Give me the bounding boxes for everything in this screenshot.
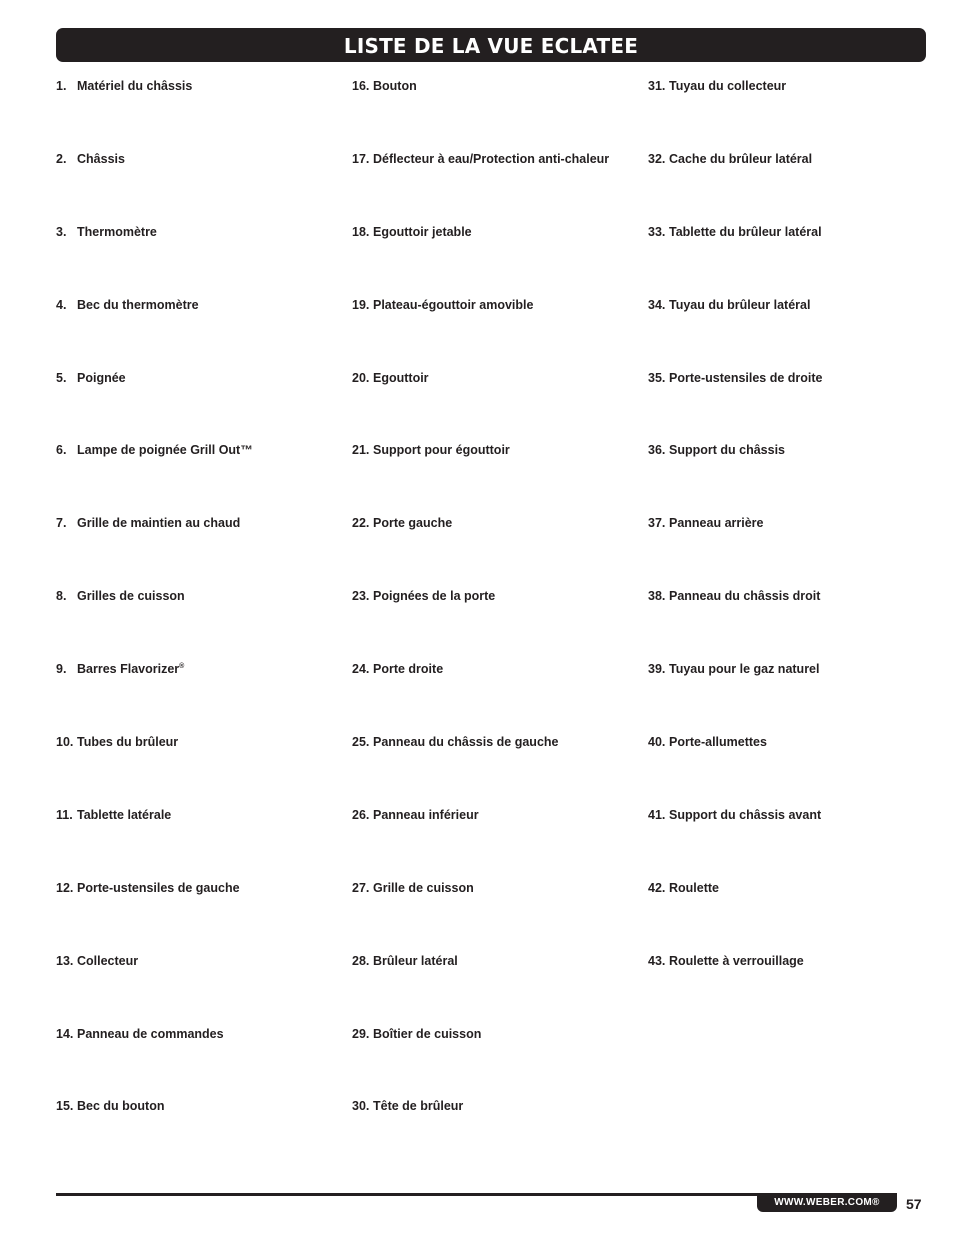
parts-list-item: [648, 807, 938, 880]
item-number: 17.: [352, 151, 370, 166]
item-number: 26.: [352, 807, 370, 822]
item-label: [77, 807, 171, 823]
parts-list-item: [56, 224, 346, 297]
item-label-text: Bouton: [373, 79, 417, 93]
item-label: [669, 880, 719, 896]
item-label: [669, 78, 786, 94]
item-label: [373, 953, 458, 969]
item-number: 1.: [56, 79, 67, 93]
item-label: [77, 1098, 165, 1114]
item-number: 11.: [56, 807, 73, 822]
item-label-text: Grille de cuisson: [373, 880, 474, 895]
item-number: 6.: [56, 443, 67, 458]
item-number: 35.: [648, 370, 666, 385]
item-label: [77, 1026, 224, 1042]
item-label: [669, 734, 767, 750]
item-label: [373, 297, 533, 313]
item-label: [669, 588, 820, 604]
item-label-text: Porte-allumettes: [669, 735, 767, 750]
item-label-text: Collecteur: [77, 953, 139, 968]
item-number: 27.: [352, 880, 370, 895]
item-number: 15.: [56, 1099, 74, 1114]
item-label-text: Grille de maintien au chaud: [77, 516, 241, 531]
parts-list-item: [352, 151, 642, 224]
item-number: 38.: [648, 589, 666, 604]
item-number: 4.: [56, 297, 67, 312]
item-label-text: Poignées de la porte: [373, 589, 496, 604]
parts-list-item: [352, 78, 642, 151]
item-label: [669, 297, 810, 313]
item-number: 31.: [648, 79, 666, 93]
item-number: 34.: [648, 297, 666, 312]
item-label-text: Tuyau du brûleur latéral: [669, 297, 811, 312]
parts-list-item: [56, 151, 346, 224]
item-label: [373, 807, 479, 823]
item-label-text: Porte-ustensiles de gauche: [77, 880, 240, 895]
parts-list-item: [56, 807, 346, 880]
parts-list-item: [352, 734, 642, 807]
item-label-text: Déflecteur à eau/Protection anti-chaleur: [373, 151, 610, 166]
parts-list-item: [648, 588, 938, 661]
parts-list-item: [352, 588, 642, 661]
item-label-text: Lampe de poignée Grill Out™: [77, 443, 253, 458]
item-label: [373, 151, 609, 167]
item-label-text: Thermomètre: [77, 224, 157, 239]
item-number: 36.: [648, 443, 666, 458]
parts-list-item: [56, 880, 346, 953]
item-number: 42.: [648, 880, 666, 895]
parts-list-item: [352, 953, 642, 1026]
item-label: [669, 370, 823, 386]
item-number: 13.: [56, 953, 74, 968]
parts-list-item: [56, 661, 346, 734]
item-label-text: Tuyau pour le gaz naturel: [669, 662, 820, 677]
footer-url: WWW.WEBER.COM®: [774, 1197, 880, 1208]
item-label: [77, 515, 240, 531]
item-number: 10.: [56, 735, 74, 750]
parts-list-column-3: [648, 78, 938, 1026]
section-title: LISTE DE LA VUE ECLATEE: [343, 34, 639, 58]
item-number: 16.: [352, 79, 370, 93]
item-label-text: Panneau inférieur: [373, 807, 479, 822]
item-number: 22.: [352, 516, 370, 531]
item-label-text: Roulette: [669, 880, 719, 895]
item-label: [669, 224, 822, 240]
item-number: 37.: [648, 516, 666, 531]
item-number: 23.: [352, 589, 370, 604]
item-label: [77, 880, 240, 896]
parts-list-item: [648, 515, 938, 588]
item-label-text: Porte-ustensiles de droite: [669, 370, 823, 385]
item-label-text: Egouttoir jetable: [373, 224, 472, 239]
item-label: [373, 880, 474, 896]
item-number: 9.: [56, 662, 67, 677]
item-number: 7.: [56, 516, 67, 531]
item-number: 3.: [56, 224, 67, 239]
parts-list-item: [56, 734, 346, 807]
parts-list-item: [648, 880, 938, 953]
parts-list-item: [648, 78, 938, 151]
parts-list-item: [56, 1098, 346, 1171]
parts-list-item: [648, 953, 938, 1026]
page-number: 57: [906, 1196, 922, 1212]
item-number: 40.: [648, 735, 666, 750]
parts-list-item: [56, 953, 346, 1026]
parts-list-item: [352, 880, 642, 953]
parts-list-item: [352, 661, 642, 734]
item-label: [77, 442, 253, 458]
item-label: [373, 442, 510, 458]
item-label-text: Panneau de commandes: [77, 1026, 224, 1041]
item-label-text: Bec du thermomètre: [77, 297, 199, 312]
parts-list-column-2: [352, 78, 642, 1171]
parts-list-item: [56, 297, 346, 370]
item-label: [373, 370, 429, 386]
item-label-text: Plateau-égouttoir amovible: [373, 297, 534, 312]
item-label-text: Panneau du châssis droit: [669, 589, 821, 604]
parts-list-item: [352, 515, 642, 588]
item-label: [373, 661, 443, 677]
parts-list-item: [56, 1026, 346, 1099]
item-label-text: Grilles de cuisson: [77, 589, 185, 604]
item-label-text: Boîtier de cuisson: [373, 1026, 482, 1041]
parts-list-item: [56, 515, 346, 588]
item-label: [669, 953, 804, 969]
item-label: [77, 734, 178, 750]
item-label-text: Support du châssis avant: [669, 807, 822, 822]
item-label: [77, 224, 157, 240]
item-label-text: Cache du brûleur latéral: [669, 151, 813, 166]
parts-list-item: [56, 588, 346, 661]
parts-list-item: [56, 442, 346, 515]
item-number: 41.: [648, 807, 666, 822]
parts-list-item: [648, 297, 938, 370]
item-label-text: Panneau arrière: [669, 516, 764, 531]
item-label: [373, 1026, 481, 1042]
item-label-text: Brûleur latéral: [373, 953, 458, 968]
parts-list-item: [648, 661, 938, 734]
parts-list-item: [648, 442, 938, 515]
item-label-text: Support du châssis: [669, 443, 785, 458]
item-number: 32.: [648, 151, 666, 166]
item-label: [373, 588, 495, 604]
parts-list-item: [352, 1026, 642, 1099]
registered-mark: ®: [179, 663, 185, 671]
item-number: 30.: [352, 1099, 370, 1114]
item-number: 18.: [352, 224, 370, 239]
item-label-text: Tubes du brûleur: [77, 735, 179, 750]
parts-list-item: [56, 78, 346, 151]
footer-url-tab: [757, 1193, 897, 1212]
item-label: [373, 1098, 463, 1114]
item-label-text: Porte gauche: [373, 516, 453, 531]
item-number: 2.: [56, 151, 67, 166]
parts-list-item: [648, 370, 938, 443]
parts-list-item: [56, 370, 346, 443]
item-label-text: Roulette à verrouillage: [669, 953, 804, 968]
item-label: [77, 297, 199, 313]
item-number: 12.: [56, 880, 74, 895]
section-title-bar: [56, 28, 926, 62]
item-label: [669, 515, 764, 531]
item-number: 14.: [56, 1026, 74, 1041]
item-label-text: Support pour égouttoir: [373, 443, 510, 458]
parts-list-item: [352, 370, 642, 443]
parts-list-item: [352, 442, 642, 515]
item-label: [373, 78, 417, 94]
item-number: 20.: [352, 370, 370, 385]
item-label-text: Matériel du châssis: [77, 79, 193, 93]
item-label-text: Egouttoir: [373, 370, 429, 385]
parts-list-item: [648, 734, 938, 807]
item-label-text: Porte droite: [373, 662, 444, 677]
item-number: 43.: [648, 953, 666, 968]
item-label-text: Châssis: [77, 151, 125, 166]
item-label: [669, 661, 819, 677]
parts-list-item: [648, 151, 938, 224]
item-label: [373, 734, 558, 750]
item-label-text: Tête de brûleur: [373, 1099, 464, 1114]
item-label-text: Barres Flavorizer: [77, 662, 180, 677]
item-label-text: Tablette latérale: [77, 807, 172, 822]
item-label-text: Bec du bouton: [77, 1099, 165, 1114]
item-label: [669, 807, 821, 823]
item-number: 24.: [352, 662, 370, 677]
item-number: 19.: [352, 297, 370, 312]
item-label: [373, 224, 472, 240]
item-number: 21.: [352, 443, 370, 458]
item-label: [77, 151, 125, 167]
item-number: 39.: [648, 662, 666, 677]
item-number: 25.: [352, 735, 370, 750]
item-label: [77, 661, 184, 677]
parts-list-item: [352, 297, 642, 370]
item-label: [77, 370, 126, 386]
item-number: 28.: [352, 953, 370, 968]
item-label: [77, 953, 138, 969]
item-label-text: Poignée: [77, 370, 126, 385]
parts-list-item: [648, 224, 938, 297]
item-label: [77, 78, 192, 94]
parts-list-item: [352, 224, 642, 297]
parts-list-item: [352, 807, 642, 880]
item-label: [373, 515, 452, 531]
item-label-text: Tuyau du collecteur: [669, 79, 787, 93]
item-label: [669, 151, 812, 167]
item-label-text: Panneau du châssis de gauche: [373, 735, 559, 750]
parts-list-column-1: [56, 78, 346, 1171]
item-number: 5.: [56, 370, 67, 385]
item-number: 33.: [648, 224, 666, 239]
item-label: [77, 588, 185, 604]
item-number: 29.: [352, 1026, 370, 1041]
parts-list-item: [352, 1098, 642, 1171]
item-label-text: Tablette du brûleur latéral: [669, 224, 822, 239]
item-number: 8.: [56, 589, 67, 604]
item-label: [669, 442, 785, 458]
